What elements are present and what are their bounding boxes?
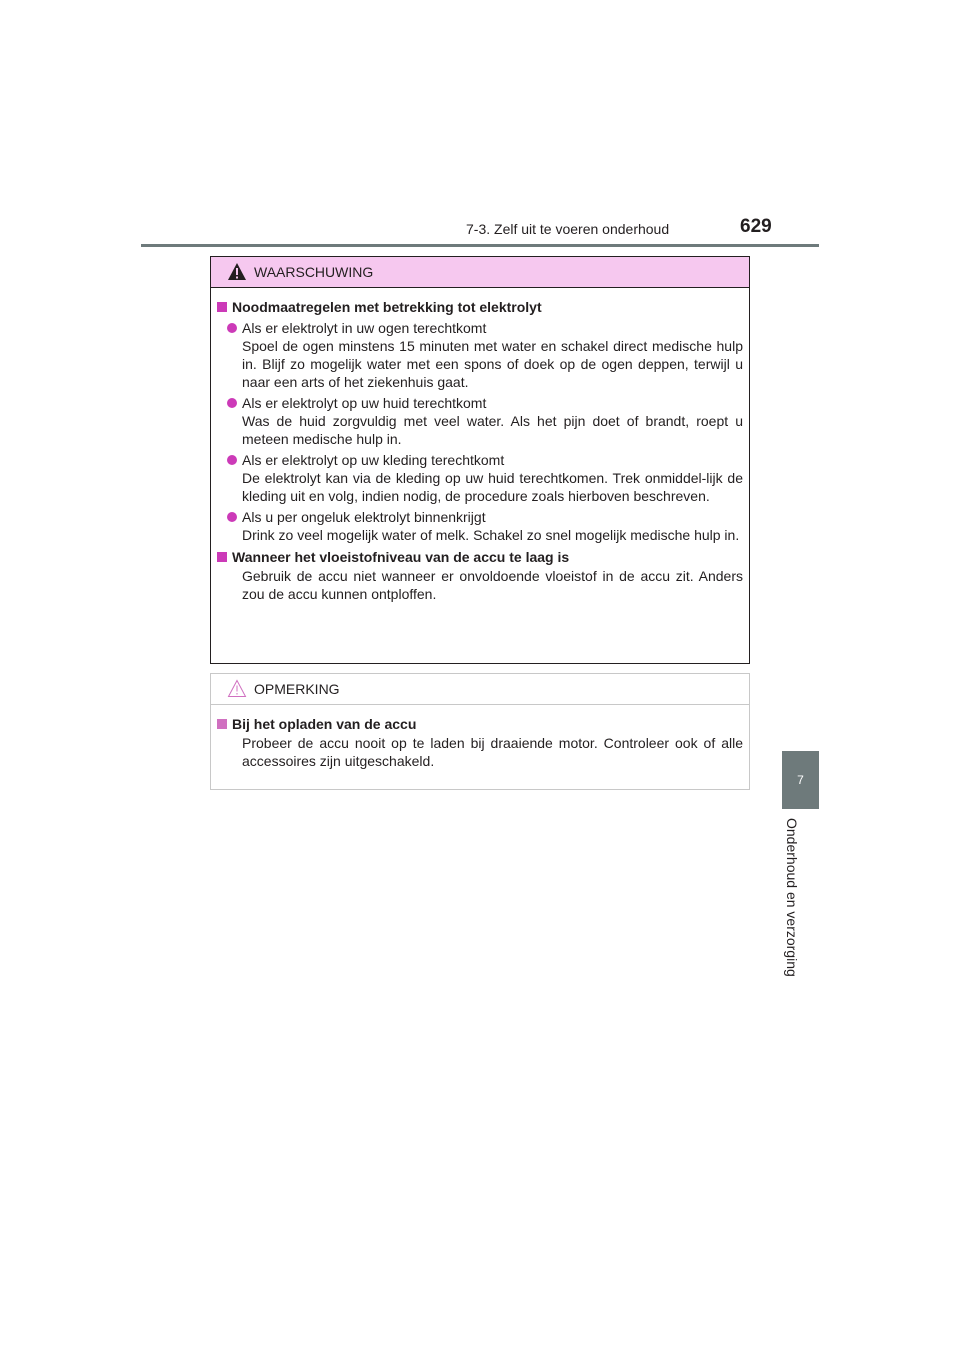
list-item	[227, 394, 743, 448]
list-item	[227, 451, 743, 505]
section-heading: Noodmaatregelen met betrekking tot elektrolyt	[217, 298, 743, 316]
bullet-title: Als er elektrolyt in uw ogen terechtkomt	[242, 320, 487, 336]
bullet-title: Als u per ongeluk elektrolyt binnenkrijgt	[242, 509, 486, 525]
section-title: 7-3. Zelf uit te voeren onderhoud	[466, 221, 670, 237]
square-bullet-icon	[217, 302, 227, 312]
section-text: Probeer de accu nooit op te laden bij draaiende motor. Controleer ook of alle accessoires zijn uitgeschakeld.	[242, 735, 743, 769]
note-title: OPMERKING	[254, 681, 340, 697]
caution-triangle-icon	[227, 679, 247, 698]
circle-bullet-icon	[227, 455, 237, 465]
header-divider	[141, 244, 819, 247]
bullet-title: Als er elektrolyt op uw huid terechtkomt	[242, 395, 487, 411]
square-bullet-icon	[217, 719, 227, 729]
circle-bullet-icon	[227, 398, 237, 408]
bullet-text: De elektrolyt kan via de kleding op uw huid terechtkomen. Trek onmiddel-lijk de kleding uit en volg, indien nodig, de procedure zoals hierboven beschreven.	[242, 470, 743, 504]
warning-header	[211, 257, 749, 288]
warning-title: WAARSCHUWING	[254, 264, 374, 280]
warning-box	[210, 256, 750, 664]
square-bullet-icon	[217, 552, 227, 562]
bullet-text: Was de huid zorgvuldig met veel water. Als het pijn doet of brandt, roept u meteen medische hulp in.	[242, 413, 743, 447]
chapter-tab[interactable]	[782, 751, 819, 809]
circle-bullet-icon	[227, 512, 237, 522]
note-header	[211, 674, 749, 705]
note-box	[210, 673, 750, 790]
chapter-label: Onderhoud en verzorging	[784, 818, 800, 977]
circle-bullet-icon	[227, 323, 237, 333]
bullet-text: Spoel de ogen minstens 15 minuten met water en schakel direct medische hulp in. Blijf zo mogelijk water met een spons of doek op de ogen deppen, terwijl u naar een arts of het ziekenhuis gaat.	[242, 338, 743, 390]
section-heading: Bij het opladen van de accu	[217, 715, 743, 733]
page-number: 629	[740, 216, 772, 237]
warning-triangle-icon	[227, 262, 247, 281]
list-item	[227, 319, 743, 391]
chapter-number: 7	[797, 773, 804, 787]
warning-body	[211, 288, 749, 603]
bullet-title: Als er elektrolyt op uw kleding terechtkomt	[242, 452, 505, 468]
list-item	[227, 508, 743, 544]
note-body	[211, 705, 749, 770]
bullet-text: Drink zo veel mogelijk water of melk. Schakel zo snel mogelijk medische hulp in.	[242, 527, 740, 543]
section-heading: Wanneer het vloeistofniveau van de accu te laag is	[217, 548, 743, 566]
section-text: Gebruik de accu niet wanneer er onvoldoende vloeistof in de accu zit. Anders zou de accu kunnen ontploffen.	[242, 568, 743, 602]
